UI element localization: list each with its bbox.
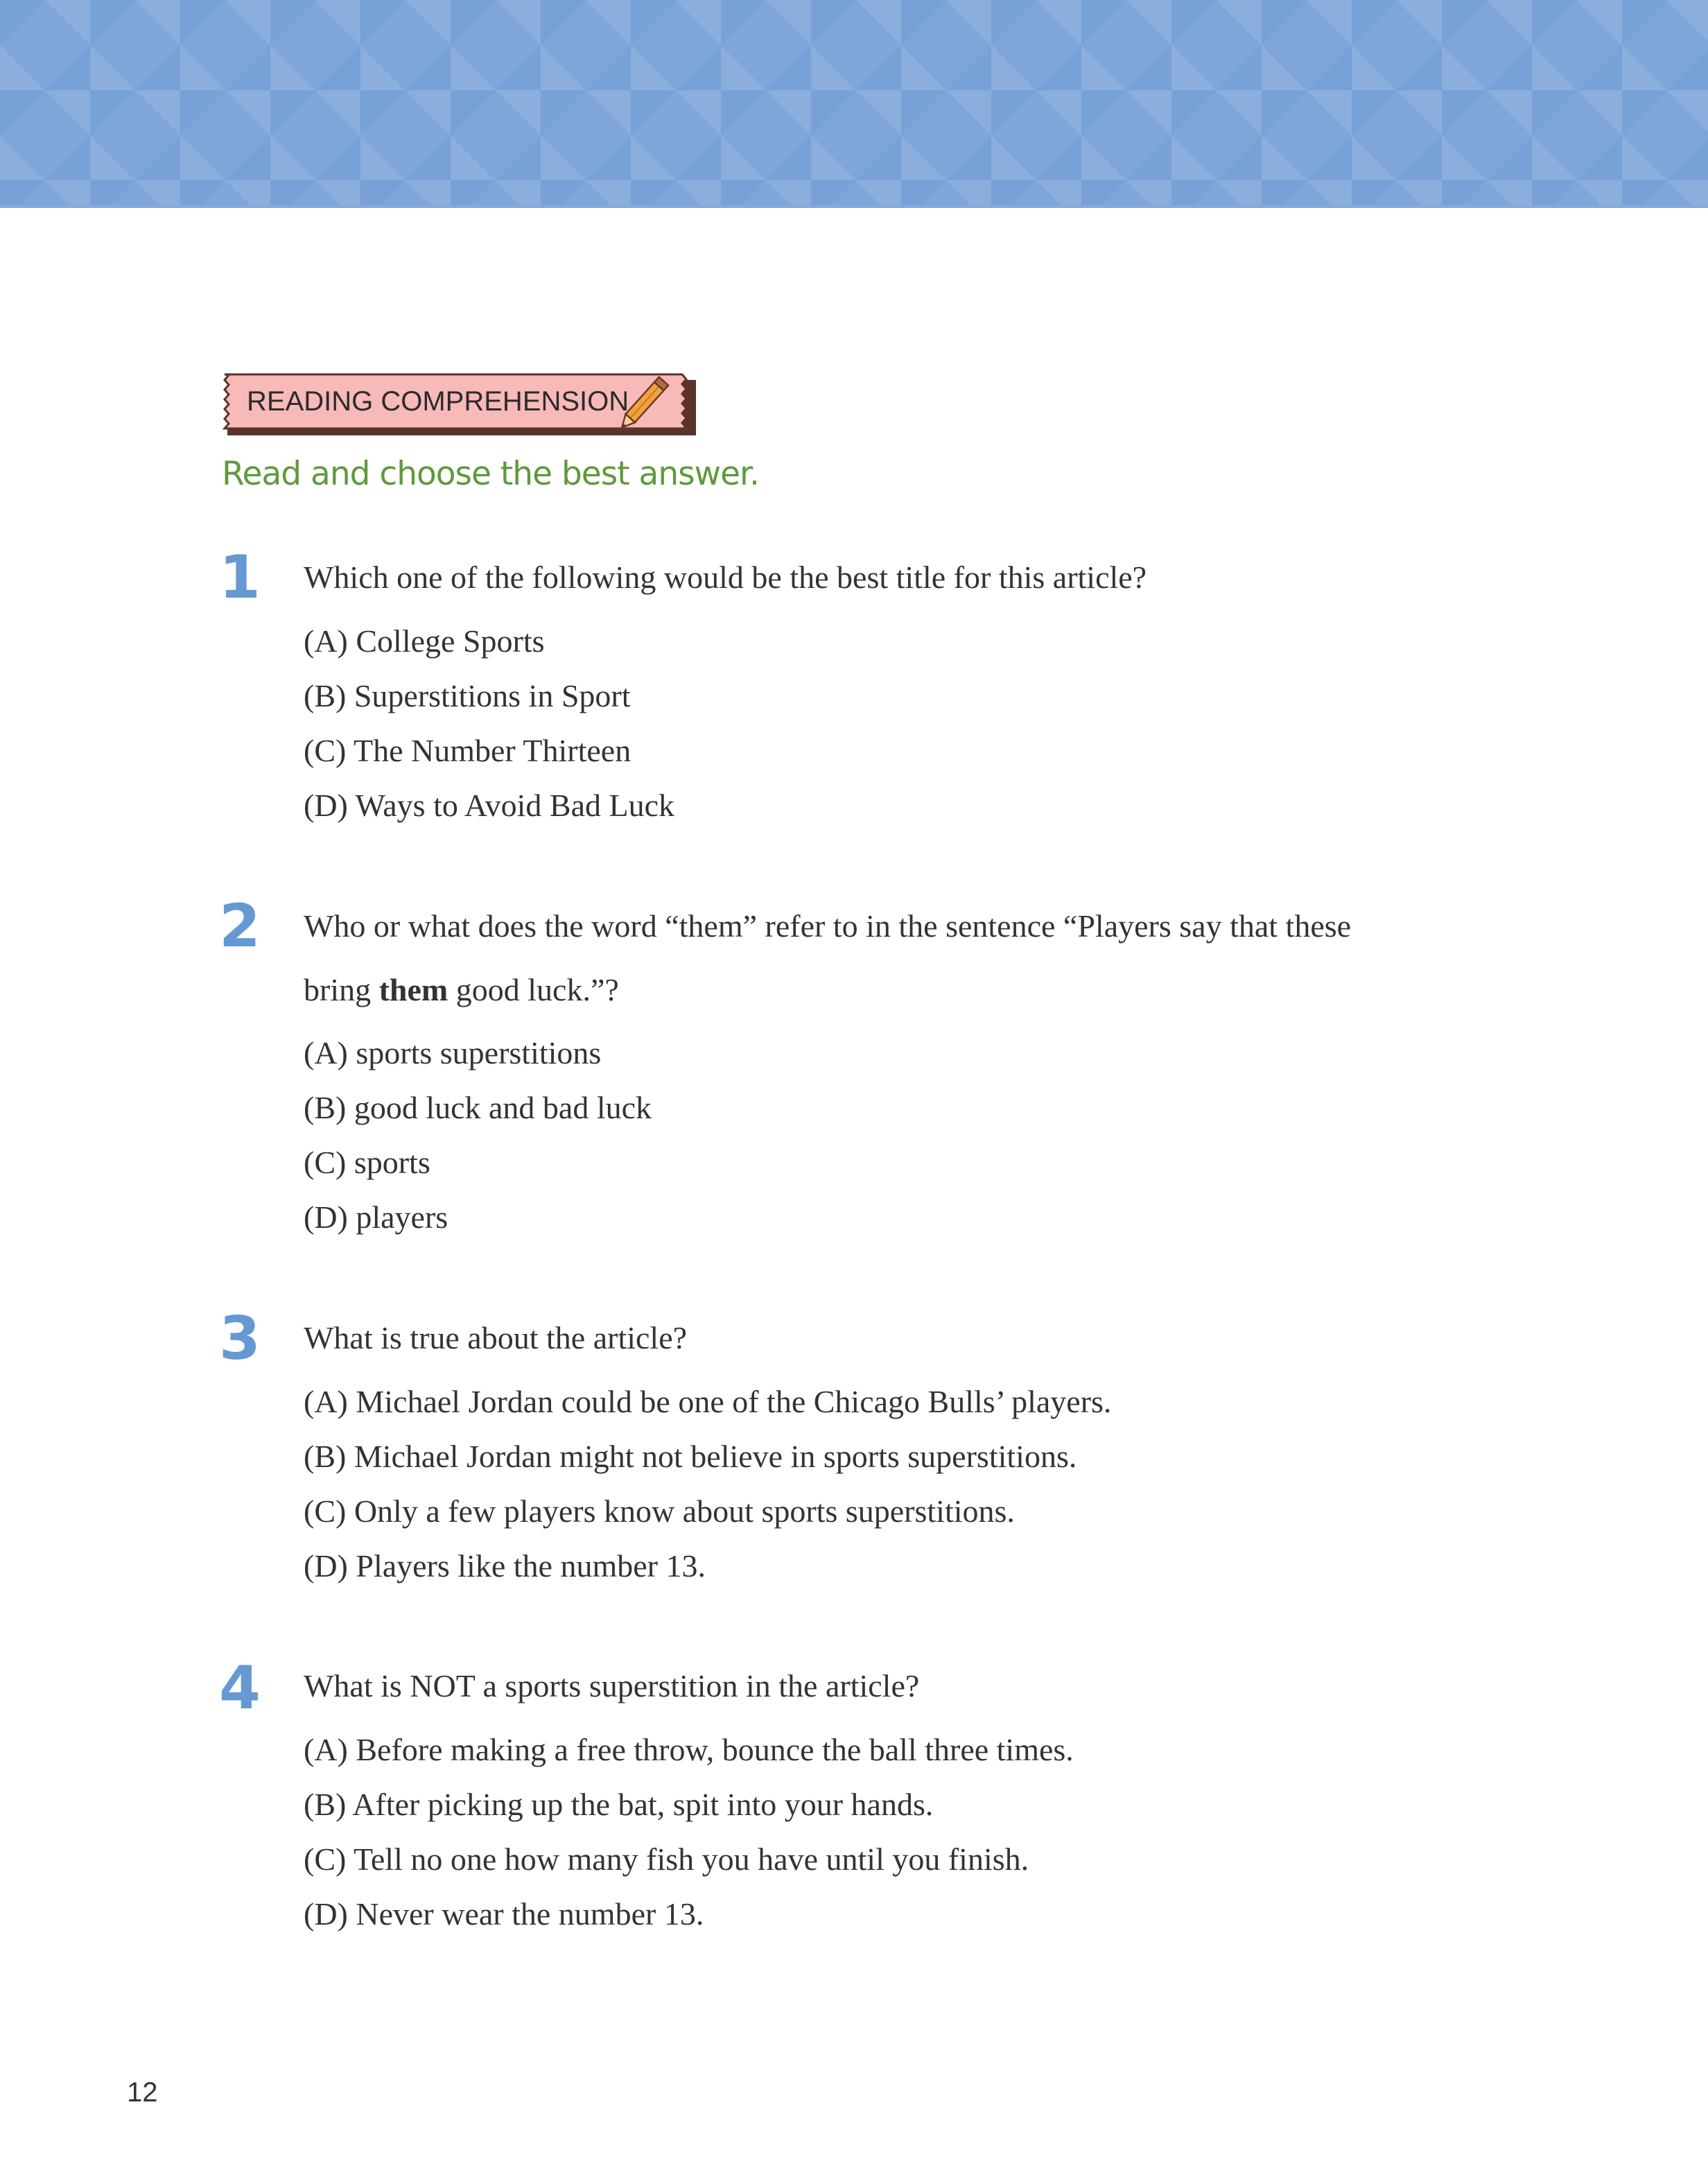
question-text: What is true about the article? — [304, 1320, 688, 1355]
option-a[interactable]: (A) Before making a free throw, bounce the ball three times. — [304, 1732, 1074, 1767]
question-text: What is NOT a sports superstition in the article? — [304, 1668, 920, 1703]
badge-label: READING COMPREHENSION — [247, 386, 629, 417]
option-b[interactable]: (B) Superstitions in Sport — [304, 678, 631, 713]
question-text-post: good luck.”? — [448, 972, 619, 1007]
option-d[interactable]: (D) Never wear the number 13. — [304, 1896, 704, 1932]
question-text-pre: bring — [304, 972, 379, 1007]
option-b[interactable]: (B) Michael Jordan might not believe in sports superstitions. — [304, 1439, 1077, 1474]
option-b[interactable]: (B) good luck and bad luck — [304, 1090, 652, 1125]
option-c[interactable]: (C) Only a few players know about sports superstitions. — [304, 1493, 1015, 1529]
option-a[interactable]: (A) Michael Jordan could be one of the Chicago Bulls’ players. — [304, 1384, 1112, 1419]
header-band-edge — [0, 205, 1708, 208]
question-text-line2 — [304, 974, 619, 1006]
option-c[interactable]: (C) The Number Thirteen — [304, 733, 631, 768]
option-c[interactable]: (C) sports — [304, 1145, 430, 1180]
option-b[interactable]: (B) After picking up the bat, spit into your hands. — [304, 1787, 934, 1822]
option-d[interactable]: (D) Ways to Avoid Bad Luck — [304, 788, 675, 823]
option-c[interactable]: (C) Tell no one how many fish you have until you finish. — [304, 1841, 1029, 1877]
option-a[interactable]: (A) College Sports — [304, 623, 545, 659]
instruction-text: Read and choose the best answer. — [222, 455, 759, 493]
question-number: 1 — [219, 543, 261, 612]
question-number: 4 — [219, 1654, 261, 1723]
option-d[interactable]: (D) players — [304, 1199, 448, 1235]
section-badge — [222, 373, 696, 434]
question-text-emphasis: them — [378, 972, 448, 1007]
option-d[interactable]: (D) Players like the number 13. — [304, 1548, 706, 1584]
question-text: Which one of the following would be the best title for this article? — [304, 560, 1147, 595]
question-number: 3 — [219, 1304, 261, 1373]
question-text: Who or what does the word “them” refer to in the sentence “Players say that these — [304, 908, 1352, 944]
question-number: 2 — [219, 892, 261, 961]
option-a[interactable]: (A) sports superstitions — [304, 1035, 602, 1070]
page-number: 12 — [127, 2077, 158, 2108]
header-band — [0, 0, 1708, 208]
